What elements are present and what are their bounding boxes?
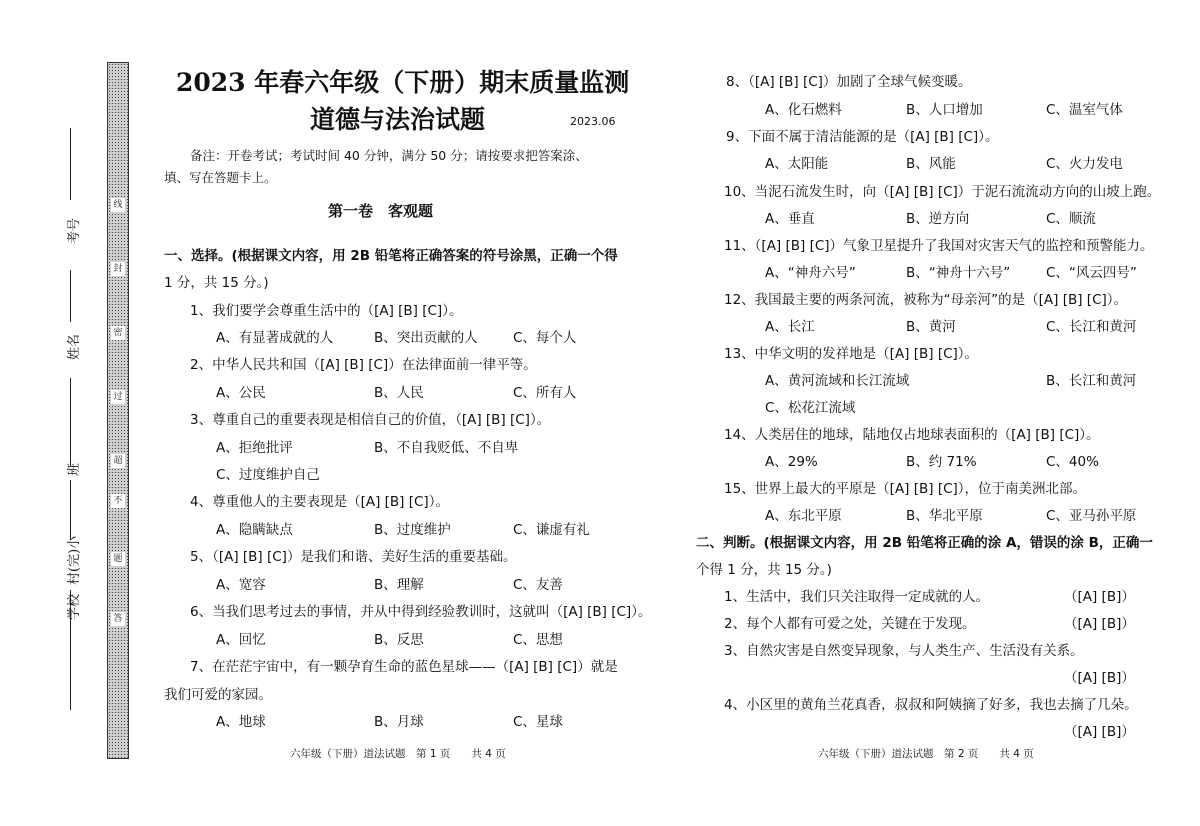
judgment-item: 4、小区里的黄角兰花真香，叔叔和阿姨摘了好多，我也去摘了几朵。	[724, 697, 1138, 713]
option: B、风能	[906, 156, 956, 172]
option: C、松花江流域	[765, 400, 856, 416]
name-line	[70, 270, 71, 322]
judgment-item: 1、生活中，我们只关注取得一定成就的人。	[724, 589, 990, 605]
question: 10、当泥石流发生时，向（[A] [B] [C]）于泥石流流动方向的山坡上跑。	[724, 184, 1161, 200]
option: B、人民	[374, 385, 424, 401]
option: B、反思	[374, 632, 424, 648]
exam-date: 2023.06	[570, 115, 616, 128]
seal-char: 密	[111, 326, 125, 340]
seal-char: 封	[111, 262, 125, 276]
option: A、“神舟六号”	[765, 265, 856, 281]
class-line	[70, 378, 71, 466]
question: 15、世界上最大的平原是（[A] [B] [C]），位于南美洲北部。	[724, 481, 1087, 497]
option: A、29%	[765, 454, 818, 470]
seal-char: 过	[111, 390, 125, 404]
option: C、星球	[513, 714, 563, 730]
question: 3、尊重自己的重要表现是相信自己的价值，（[A] [B] [C]）。	[190, 412, 551, 428]
option: B、华北平原	[906, 508, 983, 524]
option: B、突出贡献的人	[374, 330, 478, 346]
seal-char: 不	[111, 494, 125, 508]
section-heading: 二、判断。(根据课文内容，用 2B 铅笔将正确的涂 A，错误的涂 B，正确一	[696, 535, 1153, 551]
option: B、约 71%	[906, 454, 977, 470]
exam-title: 2023 年春六年级（下册）期末质量监测	[176, 68, 630, 97]
exam-note: 备注：开卷考试；考试时间 40 分钟，满分 50 分；请按要求把答案涂、	[190, 148, 588, 163]
option: B、“神舟十六号”	[906, 265, 1011, 281]
option: B、人口增加	[906, 102, 983, 118]
exam-no-line	[70, 128, 71, 200]
option: C、所有人	[513, 385, 577, 401]
option: C、思想	[513, 632, 563, 648]
judgment-answer: （[A] [B]）	[1064, 589, 1135, 605]
exam-no-label: 考号	[67, 217, 82, 244]
option: C、亚马孙平原	[1046, 508, 1137, 524]
name-label: 姓名	[67, 333, 82, 360]
question: 2、中华人民共和国（[A] [B] [C]）在法律面前一律平等。	[190, 357, 537, 373]
question: 8、（[A] [B] [C]）加剧了全球气候变暖。	[726, 74, 972, 90]
option: B、过度维护	[374, 522, 451, 538]
question: 5、（[A] [B] [C]）是我们和谐、美好生活的重要基础。	[190, 549, 517, 565]
village-label: 村(完)小	[67, 535, 82, 585]
judgment-item: 3、自然灾害是自然变异现象，与人类生产、生活没有关系。	[724, 643, 1084, 659]
section-heading: 个得 1 分，共 15 分。)	[696, 562, 832, 578]
option: A、长江	[765, 319, 815, 335]
option: C、每个人	[513, 330, 577, 346]
option: A、地球	[216, 714, 266, 730]
question: 14、人类居住的地球，陆地仅占地球表面积的（[A] [B] [C]）。	[724, 427, 1100, 443]
question: 1、我们要学会尊重生活中的（[A] [B] [C]）。	[190, 303, 463, 319]
seal-char: 超	[111, 454, 125, 468]
village-line	[70, 480, 71, 540]
seal-char: 线	[111, 198, 125, 212]
seal-char: 答	[111, 612, 125, 626]
seal-strip	[107, 62, 129, 759]
section-heading: 一、选择。(根据课文内容，用 2B 铅笔将正确答案的符号涂黑，正确一个得	[164, 248, 618, 264]
option: B、不自我贬低、不自卑	[374, 440, 519, 456]
option: A、太阳能	[765, 156, 829, 172]
question: 7、在茫茫宇宙中，有一颗孕育生命的蓝色星球——（[A] [B] [C]）就是	[190, 659, 618, 675]
option: B、黄河	[906, 319, 956, 335]
school-label: 学校	[67, 593, 82, 620]
exam-subtitle: 道德与法治试题	[310, 105, 486, 134]
option: A、宽容	[216, 577, 266, 593]
option: C、长江和黄河	[1046, 319, 1137, 335]
question: 4、尊重他人的主要表现是（[A] [B] [C]）。	[190, 494, 449, 510]
exam-note: 填、写在答题卡上。	[164, 170, 277, 185]
option: A、化石燃料	[765, 102, 842, 118]
option: C、顺流	[1046, 211, 1096, 227]
judgment-item: 2、每个人都有可爱之处，关键在于发现。	[724, 616, 976, 632]
question: 12、我国最主要的两条河流，被称为“母亲河”的是（[A] [B] [C]）。	[724, 292, 1128, 308]
page-footer: 六年级（下册）道法试题 第 2 页 共 4 页	[818, 748, 1034, 760]
option: A、垂直	[765, 211, 815, 227]
option: C、火力发电	[1046, 156, 1123, 172]
option: C、温室气体	[1046, 102, 1123, 118]
question-continued: 我们可爱的家园。	[164, 687, 272, 703]
option: B、长江和黄河	[1046, 373, 1137, 389]
option: A、黄河流域和长江流域	[765, 373, 910, 389]
option: C、谦虚有礼	[513, 522, 590, 538]
option: B、逆方向	[906, 211, 970, 227]
judgment-answer: （[A] [B]）	[1064, 724, 1135, 740]
option: A、回忆	[216, 632, 266, 648]
option: A、隐瞒缺点	[216, 522, 293, 538]
option: B、月球	[374, 714, 424, 730]
option: A、有显著成就的人	[216, 330, 334, 346]
option: A、公民	[216, 385, 266, 401]
page-footer: 六年级（下册）道法试题 第 1 页 共 4 页	[290, 748, 506, 760]
option: A、东北平原	[765, 508, 842, 524]
option: A、拒绝批评	[216, 440, 293, 456]
judgment-answer: （[A] [B]）	[1064, 670, 1135, 686]
question: 13、中华文明的发祥地是（[A] [B] [C]）。	[724, 346, 979, 362]
option: C、“风云四号”	[1046, 265, 1137, 281]
part-title: 第一卷 客观题	[328, 202, 434, 220]
option: C、过度维护自己	[216, 467, 320, 483]
section-heading: 1 分，共 15 分。)	[164, 275, 269, 291]
seal-char: 题	[111, 552, 125, 566]
option: C、友善	[513, 577, 563, 593]
question: 6、当我们思考过去的事情，并从中得到经验教训时，这就叫（[A] [B] [C]）。	[190, 604, 652, 620]
option: B、理解	[374, 577, 424, 593]
judgment-answer: （[A] [B]）	[1064, 616, 1135, 632]
class-label: 班	[67, 462, 82, 476]
question: 11、（[A] [B] [C]）气象卫星提升了我国对灾害天气的监控和预警能力。	[724, 238, 1154, 254]
option: C、40%	[1046, 454, 1099, 470]
question: 9、下面不属于清洁能源的是（[A] [B] [C]）。	[726, 129, 999, 145]
